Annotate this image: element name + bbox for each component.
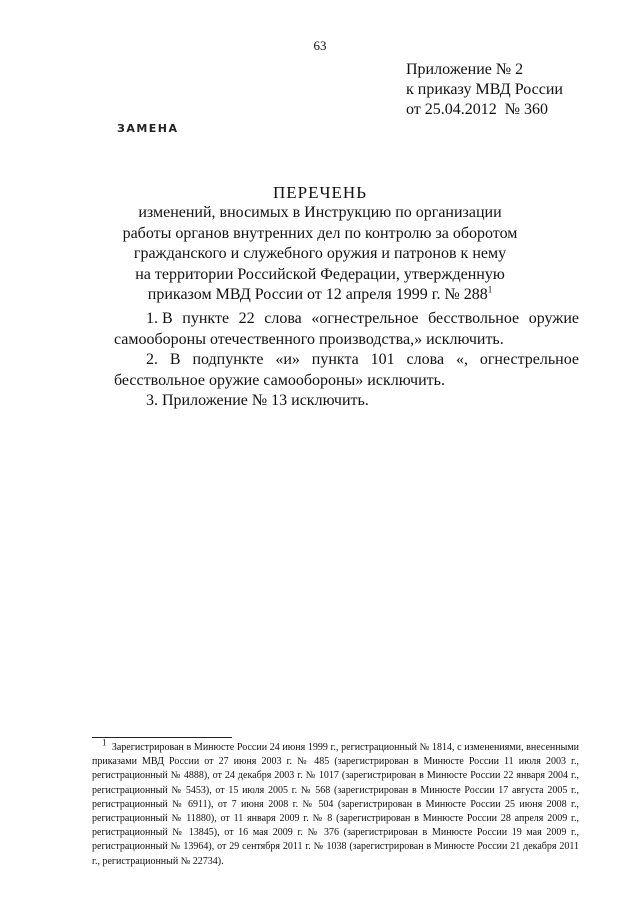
subtitle-line-4: на территории Российской Федерации, утвержденную [135, 265, 505, 283]
change-items [114, 309, 579, 412]
item-1-word: слова [264, 310, 302, 327]
footnote-reference: 1 [487, 284, 493, 295]
footnote [92, 737, 580, 869]
item-1-word: 22 [238, 310, 255, 327]
appendix-line-3: от 25.04.2012 № 360 [406, 101, 549, 118]
item-1-word: пункте [182, 310, 230, 327]
item-3: 3. Приложение № 13 исключить. [146, 392, 369, 409]
subtitle-line-2: работы органов внутренних дел по контролю за оборотом [122, 224, 518, 242]
document-subtitle [0, 203, 640, 306]
footnote-text: Зарегистрирован в Минюсте России 24 июня 1999 г., регистрационный № 1814, с изменениями, внесенными приказами МВД России от 27 июня 2003 г. № 485 (зарегистрирован в Минюсте России 11 июля 2003 г., регистрационный № 4888), от 24 декабря 2003 г. № 1017 (зарегистрирован в Минюсте России 22 января 2004 г., регистрационный № 5453), от 15 июля 2005 г. № 568 (зарегистрирован в Минюсте России 17 августа 2005 г., регистрационный № 6911), от 7 июня 2008 г. № 504 (зарегистрирован в Минюсте России 25 июня 2008 г., регистрационный № 11880), от 11 января 2009 г. № 8 (зарегистрирован в Минюсте России 28 апреля 2009 г., регистрационный № 13845), от 16 мая 2009 г. № 376 (зарегистрирован в Минюсте России 19 мая 2009 г., регистрационный № 13964), от 29 сентября 2011 г. № 1038 (зарегистрирован в Минюсте России 21 декабря 2011 г., регистрационный № 22734). [92, 742, 580, 867]
appendix-line-2: к приказу МВД России [406, 81, 563, 98]
item-1-word: бесствольное [428, 310, 520, 327]
item-1-continuation: самообороны отечественного производства,» исключить. [114, 330, 504, 348]
footnote-divider [92, 737, 232, 738]
item-1-word: оружие [528, 310, 579, 327]
page-number: 63 [313, 38, 327, 53]
item-1-first-line [114, 309, 579, 330]
footnote-marker: 1 [102, 737, 107, 748]
item-2: 2. В подпункте «и» пункта 101 слова «, огнестрельное бесствольное оружие самообороны» исключить. [114, 351, 579, 389]
item-1 [114, 309, 579, 350]
document-title: ПЕРЕЧЕНЬ [273, 183, 367, 202]
appendix-line-1: Приложение № 2 [406, 61, 524, 78]
subtitle-line-5-text: приказом МВД России от 12 апреля 1999 г. № 288 [147, 286, 488, 303]
item-1-word: 1. В [146, 310, 173, 327]
subtitle-line-3: гражданского и служебного оружия и патронов к нему [133, 245, 507, 262]
subtitle-line-1: изменений, вносимых в Инструкцию по организации [138, 204, 502, 221]
item-1-word: «огнестрельное [311, 310, 419, 327]
replacement-stamp: ЗАМЕНА [117, 122, 179, 135]
subtitle-line-5 [0, 285, 640, 306]
appendix-header [406, 60, 563, 120]
